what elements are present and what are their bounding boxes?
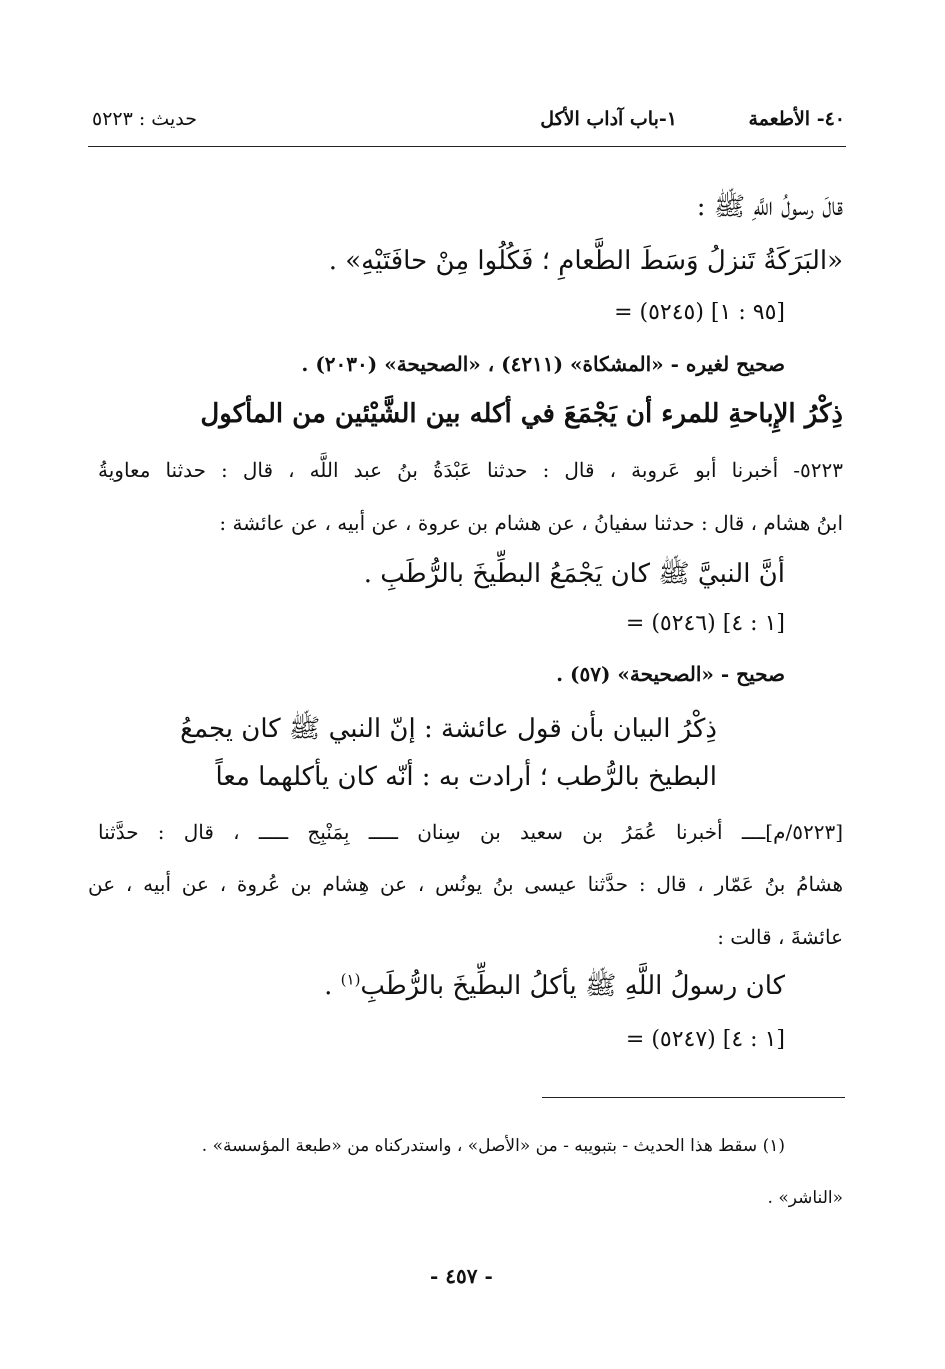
chapter-heading: ذِكْرُ البيان بأن قول عائشة : إنّ النبي ﷺ كان يجمعُ bbox=[180, 714, 717, 744]
reference-line: [١ : ٤] (٥٢٤٦) = bbox=[625, 611, 785, 636]
isnad-line: هشامُ بنُ عَمّار ، قال : حدَّثنا عيسى بنُ يونُس ، عن هِشام بن عُروة ، عن أبيه ، عن bbox=[88, 872, 843, 896]
reference-line: [١ : ٤] (٥٢٤٧) = bbox=[625, 1027, 785, 1052]
section-title: ١-باب آداب الأكل bbox=[540, 108, 677, 130]
footnote-marker: (١) bbox=[340, 970, 361, 989]
hadith-text: أنَّ النبيَّ ﷺ كان يَجْمَعُ البطِّيخَ بالرُّطَبِ . bbox=[363, 559, 785, 589]
isnad-line: عائشةَ ، قالت : bbox=[717, 925, 843, 949]
reference-line: [٩٥ : ١] (٥٢٤٥) = bbox=[614, 300, 785, 325]
footnote-text: «الناشر» . bbox=[767, 1188, 843, 1208]
hadith-text-body: كان رسولُ اللَّهِ ﷺ يأكلُ البطِّيخَ بالرُّطَبِ bbox=[360, 971, 785, 1001]
footnote-text: (١) سقط هذا الحديث - بتبويبه - من «الأصل» ، واستدركناه من «طبعة المؤسسة» . bbox=[201, 1136, 785, 1156]
page-number: - ٤٥٧ - bbox=[430, 1264, 493, 1288]
header-rule bbox=[88, 146, 846, 147]
grading-line: صحيح - «الصحيحة» (٥٧) . bbox=[556, 662, 785, 686]
footnote-rule bbox=[542, 1097, 845, 1098]
hadith-text: «البَرَكَةُ تَنزلُ وَسَطَ الطَّعامِ ؛ فَكُلُوا مِنْ حافَتَيْهِ» . bbox=[328, 246, 843, 276]
hadith-text-end: . bbox=[324, 971, 341, 1001]
isnad-line: ابنُ هشام ، قال : حدثنا سفيانُ ، عن هشام بن عروة ، عن أبيه ، عن عائشة : bbox=[219, 511, 843, 535]
isnad-line: ٥٢٢٣- أخبرنا أبو عَروبة ، قال : حدثنا عَبْدَةُ بنُ عبد اللَّه ، قال : حدثنا معاويةُ bbox=[98, 458, 843, 482]
chapter-heading: ذِكْرُ الإِباحةِ للمرء أن يَجْمَعَ في أكله بين الشَّيْئين من المأكول bbox=[200, 399, 843, 429]
hadith-reference: حديث : ٥٢٢٣ bbox=[92, 108, 197, 130]
chapter-title: ٤٠- الأطعمة bbox=[748, 108, 845, 130]
isnad-line: [٥٢٢٣/م]ــــ أخبرنا عُمَرُ بن سعيد بن سِنان ـــــ بِمَنْبِج ـــــ ، قال : حدَّثنا bbox=[98, 820, 843, 844]
grading-line: صحيح لغيره - «المشكاة» (٤٢١١) ، «الصحيحة» (٢٠٣٠) . bbox=[301, 352, 785, 376]
hadith-text bbox=[324, 969, 785, 1007]
text-line: قالَ رسولُ اللَّهِ ﷺ : bbox=[696, 192, 843, 222]
chapter-heading: البطيخ بالرُّطب ؛ أرادت به : أنّه كان يأكلهما معاً bbox=[215, 762, 717, 792]
